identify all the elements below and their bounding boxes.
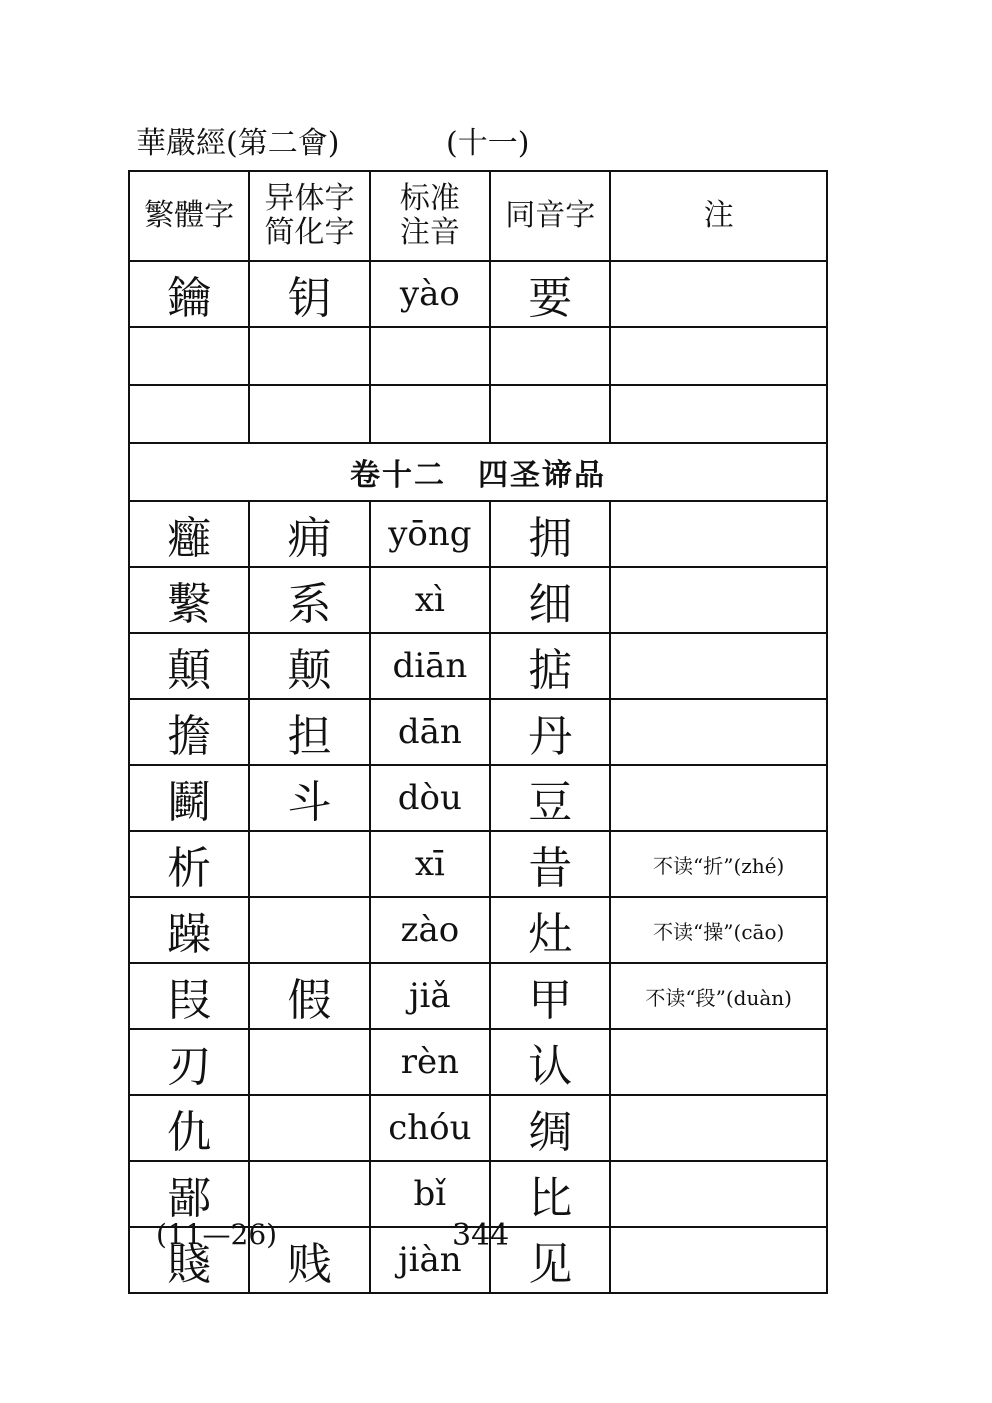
homophone-cell: 细 — [490, 567, 610, 633]
table-row — [129, 831, 827, 897]
pinyin-cell — [370, 385, 490, 443]
simplified-char-cell: 假 — [249, 963, 369, 1029]
traditional-char-cell: 擔 — [129, 699, 249, 765]
pinyin-cell — [370, 327, 490, 385]
pinyin-cell: diān — [370, 633, 490, 699]
col-header-note — [610, 171, 827, 261]
pinyin-cell: yōng — [370, 501, 490, 567]
table-row — [129, 1029, 827, 1095]
note-cell — [610, 765, 827, 831]
table-body-top — [129, 261, 827, 443]
note-cell — [610, 385, 827, 443]
col-header-label: 注 — [703, 198, 734, 233]
table-row — [129, 385, 827, 443]
traditional-char-cell: 叚 — [129, 963, 249, 1029]
traditional-char-cell: 仇 — [129, 1095, 249, 1161]
table-row — [129, 765, 827, 831]
pinyin-cell: rèn — [370, 1029, 490, 1095]
simplified-char-cell — [249, 1029, 369, 1095]
homophone-cell: 见 — [490, 1227, 610, 1293]
simplified-char-cell — [249, 897, 369, 963]
note-cell — [610, 1029, 827, 1095]
simplified-char-cell: 颠 — [249, 633, 369, 699]
pinyin-cell: zào — [370, 897, 490, 963]
simplified-char-cell: 钥 — [249, 261, 369, 327]
note-cell — [610, 501, 827, 567]
note-cell: 不读“段”(duàn) — [610, 963, 827, 1029]
table-row — [129, 699, 827, 765]
traditional-char-cell — [129, 327, 249, 385]
character-table — [128, 170, 828, 1294]
pinyin-cell: jiǎ — [370, 963, 490, 1029]
section-body — [129, 443, 827, 501]
pinyin-cell: chóu — [370, 1095, 490, 1161]
table-row — [129, 261, 827, 327]
homophone-cell: 昔 — [490, 831, 610, 897]
note-cell — [610, 261, 827, 327]
page-number: 344 — [452, 1218, 510, 1253]
note-cell — [610, 1161, 827, 1227]
book-title: 華嚴經(第二會) — [136, 126, 340, 161]
traditional-char-cell: 刃 — [129, 1029, 249, 1095]
pinyin-cell: dòu — [370, 765, 490, 831]
traditional-char-cell: 顛 — [129, 633, 249, 699]
homophone-cell: 灶 — [490, 897, 610, 963]
traditional-char-cell: 癰 — [129, 501, 249, 567]
homophone-cell: 要 — [490, 261, 610, 327]
col-header-label: 繁體字 — [144, 198, 235, 233]
traditional-char-cell: 賤 — [129, 1227, 249, 1293]
traditional-char-cell: 鬬 — [129, 765, 249, 831]
note-cell: 不读“操”(cāo) — [610, 897, 827, 963]
simplified-char-cell — [249, 1095, 369, 1161]
col-header-homophone — [490, 171, 610, 261]
homophone-cell — [490, 385, 610, 443]
col-header-pinyin — [370, 171, 490, 261]
pinyin-cell: bǐ — [370, 1161, 490, 1227]
simplified-char-cell: 担 — [249, 699, 369, 765]
col-header-simplified — [249, 171, 369, 261]
simplified-char-cell — [249, 385, 369, 443]
traditional-char-cell: 析 — [129, 831, 249, 897]
homophone-cell: 掂 — [490, 633, 610, 699]
table-row — [129, 963, 827, 1029]
pinyin-cell: xī — [370, 831, 490, 897]
note-cell — [610, 567, 827, 633]
traditional-char-cell — [129, 385, 249, 443]
traditional-char-cell: 躁 — [129, 897, 249, 963]
note-cell: 不读“折”(zhé) — [610, 831, 827, 897]
section-row — [129, 443, 827, 501]
homophone-cell: 认 — [490, 1029, 610, 1095]
simplified-char-cell — [249, 327, 369, 385]
simplified-char-cell: 斗 — [249, 765, 369, 831]
pinyin-cell: xì — [370, 567, 490, 633]
table-row — [129, 1095, 827, 1161]
note-cell — [610, 1227, 827, 1293]
table-body-bottom — [129, 501, 827, 1293]
table-row — [129, 633, 827, 699]
table-row — [129, 327, 827, 385]
homophone-cell: 比 — [490, 1161, 610, 1227]
traditional-char-cell: 繫 — [129, 567, 249, 633]
volume-number: (十一) — [446, 126, 530, 161]
pinyin-cell: jiàn — [370, 1227, 490, 1293]
note-cell — [610, 1095, 827, 1161]
col-header-label: 同音字 — [505, 198, 596, 233]
table-row — [129, 567, 827, 633]
simplified-char-cell: 系 — [249, 567, 369, 633]
page-header — [136, 118, 836, 162]
traditional-char-cell: 鄙 — [129, 1161, 249, 1227]
simplified-char-cell: 贱 — [249, 1227, 369, 1293]
homophone-cell: 豆 — [490, 765, 610, 831]
section-title: 卷十二 四圣谛品 — [129, 443, 827, 501]
pinyin-cell: dān — [370, 699, 490, 765]
note-cell — [610, 633, 827, 699]
note-cell — [610, 699, 827, 765]
simplified-char-cell: 痈 — [249, 501, 369, 567]
note-cell — [610, 327, 827, 385]
col-header-label: 标准 注音 — [399, 181, 460, 250]
page-code: (11—26) — [156, 1218, 278, 1251]
homophone-cell: 丹 — [490, 699, 610, 765]
homophone-cell: 绸 — [490, 1095, 610, 1161]
homophone-cell — [490, 327, 610, 385]
table-header-row — [129, 171, 827, 261]
homophone-cell: 甲 — [490, 963, 610, 1029]
traditional-char-cell: 鑰 — [129, 261, 249, 327]
col-header-traditional — [129, 171, 249, 261]
pinyin-cell: yào — [370, 261, 490, 327]
table-row — [129, 501, 827, 567]
table-row — [129, 897, 827, 963]
homophone-cell: 拥 — [490, 501, 610, 567]
col-header-label: 异体字 简化字 — [264, 181, 355, 250]
simplified-char-cell — [249, 831, 369, 897]
